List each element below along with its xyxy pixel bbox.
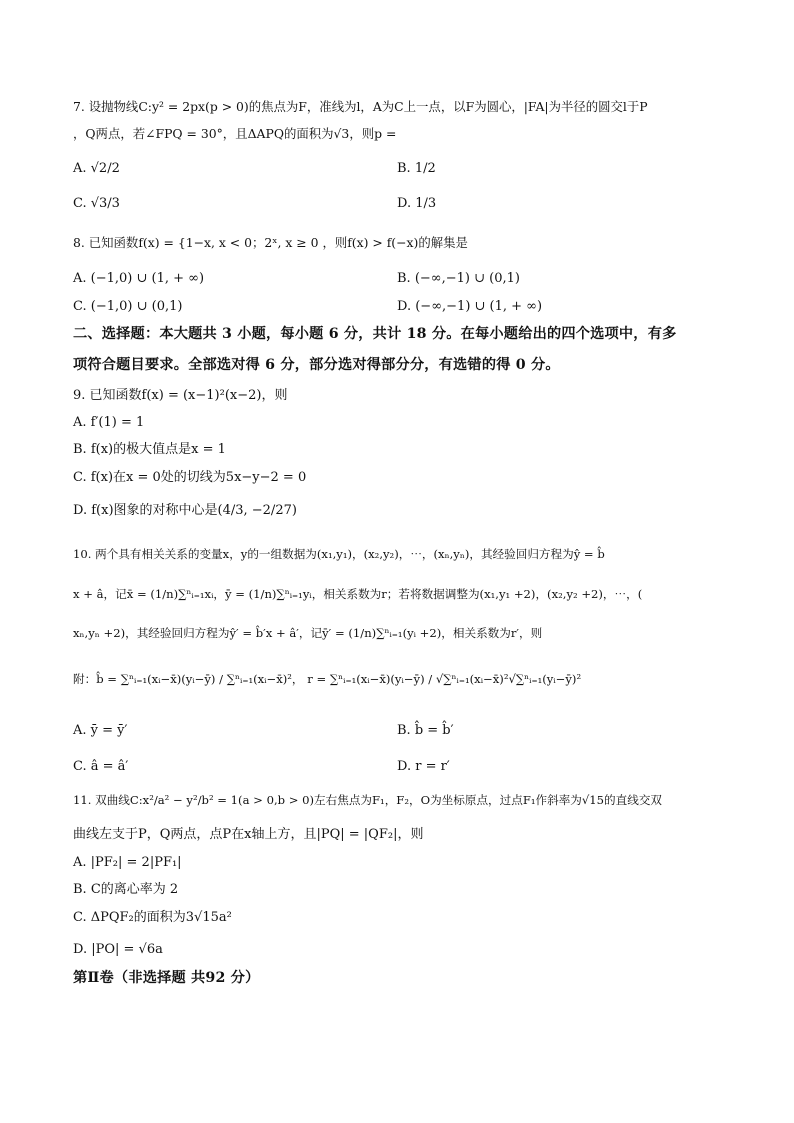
q7-stem-line1: 7. 设抛物线C:y² = 2px(p > 0)的焦点为F，准线为l，A为C上一点，以F为圆心，|FA|为半径的圆交l于P: [73, 99, 648, 114]
q10-option-a: A. ȳ = ȳ′: [73, 723, 128, 738]
q7-option-c: C. √3/3: [73, 196, 120, 211]
q9-option-a: A. f′(1) = 1: [73, 415, 145, 430]
q10-option-d: D. r = r′: [397, 759, 450, 774]
q7-option-d: D. 1/3: [397, 196, 437, 211]
section-heading-line1: 二、选择题：本大题共 3 小题，每小题 6 分，共计 18 分。在每小题给出的四个选项中，有多: [73, 326, 677, 342]
q9-option-b: B. f(x)的极大值点是x = 1: [73, 442, 226, 457]
q8-stem: 8. 已知函数f(x) = {1−x, x < 0；2ˣ, x ≥ 0 ，则f(x) > f(−x)的解集是: [73, 235, 468, 250]
q10-option-c: C. â = â′: [73, 759, 129, 774]
q7-option-a: A. √2/2: [73, 161, 120, 176]
q11-option-b: B. C的离心率为 2: [73, 882, 179, 897]
q11-stem-line2: 曲线左支于P，Q两点，点P在x轴上方，且|PQ| = |QF₂|，则: [73, 827, 424, 842]
section-heading-line2: 项符合题目要求。全部选对得 6 分，部分选对得部分分，有选错的得 0 分。: [73, 357, 560, 373]
q8-option-b: B. (−∞,−1) ∪ (0,1): [397, 271, 520, 286]
part-two-heading: 第Ⅱ卷（非选择题 共92 分）: [73, 970, 260, 986]
q9-option-c: C. f(x)在x = 0处的切线为5x−y−2 = 0: [73, 470, 307, 485]
q11-stem-line1: 11. 双曲线C:x²/a² − y²/b² = 1(a > 0,b > 0)左右焦点为F₁，F₂，O为坐标原点，过点F₁作斜率为√15的直线交双: [73, 793, 663, 807]
q10-option-b: B. b̂ = b̂′: [397, 723, 454, 738]
q11-option-a: A. |PF₂| = 2|PF₁|: [73, 855, 182, 870]
q11-option-c: C. ΔPQF₂的面积为3√15a²: [73, 910, 232, 925]
q7-stem-line2: ，Q两点，若∠FPQ = 30°，且ΔAPQ的面积为√3，则p =: [73, 126, 397, 141]
q10-formula-note: 附：b̂ = ∑ⁿᵢ₌₁(xᵢ−x̄)(yᵢ−ȳ) / ∑ⁿᵢ₌₁(xᵢ−x̄)²， r = ∑ⁿᵢ₌₁(xᵢ−x̄)(yᵢ−ȳ) / √∑ⁿᵢ₌₁(xᵢ−x̄)²√∑ⁿᵢ₌₁(yᵢ−ȳ)²: [73, 672, 582, 686]
q11-option-d: D. |PO| = √6a: [73, 942, 163, 957]
q7-option-b: B. 1/2: [397, 161, 436, 176]
q10-stem-line3: xₙ,yₙ +2)，其经验回归方程为ŷ′ = b̂′x + â′，记ȳ′ = (1/n)∑ⁿᵢ₌₁(yᵢ +2)，相关系数为r′，则: [73, 626, 543, 640]
q8-option-c: C. (−1,0) ∪ (0,1): [73, 299, 183, 314]
q9-option-d: D. f(x)图象的对称中心是(4/3, −2/27): [73, 503, 297, 518]
q9-stem: 9. 已知函数f(x) = (x−1)²(x−2)，则: [73, 388, 288, 403]
q8-option-a: A. (−1,0) ∪ (1, + ∞): [73, 271, 205, 286]
q10-stem-line2: x + â，记x̄ = (1/n)∑ⁿᵢ₌₁xᵢ，ȳ = (1/n)∑ⁿᵢ₌₁yᵢ，相关系数为r；若将数据调整为(x₁,y₁ +2)，(x₂,y₂ +2)，⋯，(: [73, 587, 643, 601]
q8-option-d: D. (−∞,−1) ∪ (1, + ∞): [397, 299, 543, 314]
q10-stem-line1: 10. 两个具有相关关系的变量x，y的一组数据为(x₁,y₁)，(x₂,y₂)，⋯，(xₙ,yₙ)，其经验回归方程为ŷ = b̂: [73, 547, 605, 561]
